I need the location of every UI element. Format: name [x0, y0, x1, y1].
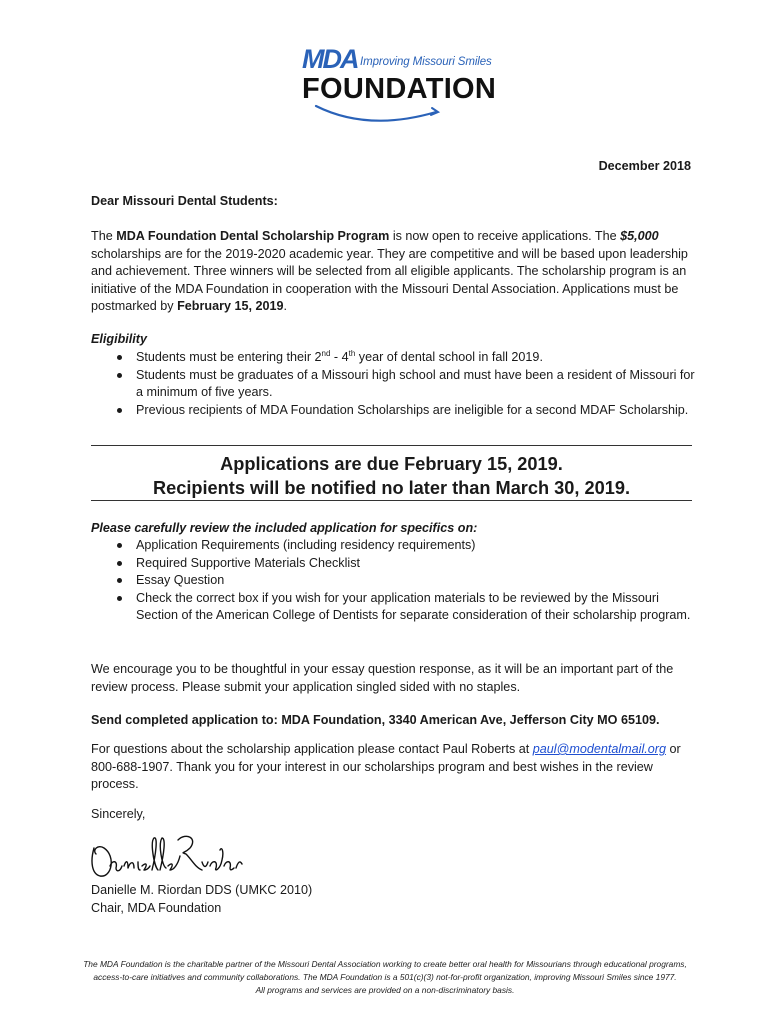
divider-bottom — [91, 500, 692, 501]
signer-title: Chair, MDA Foundation — [91, 900, 222, 915]
handwritten-signature — [86, 826, 246, 882]
salutation: Dear Missouri Dental Students: — [91, 194, 278, 208]
list-item: Students must be graduates of a Missouri high school and must have been a resident of Missouri for a minimum of five years. — [91, 367, 697, 402]
smile-arc-icon — [298, 40, 488, 136]
list-item: Previous recipients of MDA Foundation Scholarships are ineligible for a second MDAF Scholarship. — [91, 402, 697, 420]
footer-line: All programs and services are provided on a non-discriminatory basis. — [255, 985, 515, 995]
logo-wordmark: FOUNDATION — [302, 73, 497, 105]
list-item: Check the correct box if you wish for your application materials to be reviewed by the Missouri Section of the American College of Dentists for separate consideration of their scholarship program. — [91, 590, 697, 625]
letter-date: December 2018 — [598, 159, 691, 173]
eligibility-heading: Eligibility — [91, 332, 147, 346]
scholarship-amount: $5,000 — [620, 229, 659, 243]
footer-line: The MDA Foundation is the charitable partner of the Missouri Dental Association working to create better oral health for Missourians through educational programs, — [83, 959, 687, 969]
program-name: MDA Foundation Dental Scholarship Program — [116, 229, 390, 243]
contact-email-link[interactable]: paul@modentalmail.org — [532, 742, 666, 756]
list-item: Essay Question — [91, 572, 697, 590]
send-address: Send completed application to: MDA Foundation, 3340 American Ave, Jefferson City MO 65109. — [91, 713, 660, 727]
questions-paragraph: For questions about the scholarship application please contact Paul Roberts at paul@modentalmail.org or 800-688-1907. Thank you for your interest in our scholarships program and best wishes in the review process. — [91, 742, 681, 792]
logo-mda-mark: MDA — [302, 44, 358, 74]
encourage-paragraph: We encourage you to be thoughtful in your essay question response, as it will be an important part of the review process. Please submit your application singled sided with no staples. — [91, 662, 674, 694]
list-item: Application Requirements (including residency requirements) — [91, 537, 697, 555]
footer-line: access-to-care initiatives and community collaborations. The MDA Foundation is a 501(c)(3) not-for-profit organization, improving Missouri Smiles since 1977. — [93, 972, 677, 982]
eligibility-list — [91, 349, 697, 419]
divider-top — [91, 445, 692, 446]
mda-foundation-logo — [298, 40, 497, 136]
footer-disclaimer — [20, 958, 750, 997]
list-item: Students must be entering their 2nd - 4th year of dental school in fall 2019. — [91, 349, 697, 367]
signer-block — [91, 882, 312, 917]
review-heading: Please carefully review the included application for specifics on: — [91, 521, 478, 535]
signer-name: Danielle M. Riordan DDS (UMKC 2010) — [91, 883, 313, 897]
list-item: Required Supportive Materials Checklist — [91, 555, 697, 573]
review-list — [91, 537, 697, 625]
intro-paragraph: The MDA Foundation Dental Scholarship Program is now open to receive applications. The $5,000 scholarships are for the 2019-2020 academic year. They are competitive and will be based upon leadership and achievement. Three winners will be selected from all eligible applicants. The scholarship program is an initiative of the MDA Foundation in cooperation with the Missouri Dental Association. Applications must be postmarked by February 15, 2019. — [91, 229, 688, 314]
postmark-deadline: February 15, 2019 — [177, 299, 284, 314]
due-line-applications: Applications are due February 15, 2019. — [220, 454, 563, 474]
logo-tagline: Improving Missouri Smiles — [360, 56, 492, 68]
closing: Sincerely, — [91, 807, 146, 821]
due-dates-banner — [91, 452, 692, 500]
due-line-recipients: Recipients will be notified no later than March 30, 2019. — [152, 478, 631, 498]
